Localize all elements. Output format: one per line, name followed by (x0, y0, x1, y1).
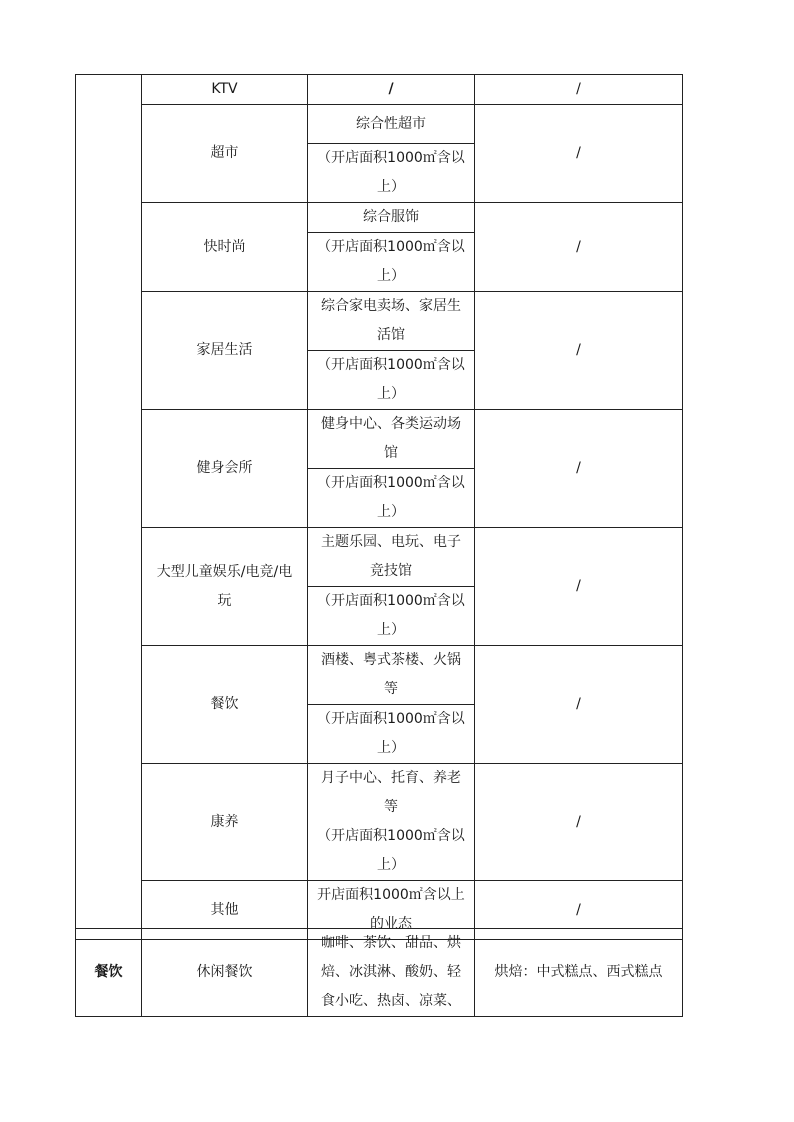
area-note-cell: （开店面积1000㎡含以上） (308, 144, 475, 203)
category-cell-continued (76, 75, 142, 940)
remark-cell: / (475, 646, 683, 764)
remark-cell: 烘焙：中式糕点、西式糕点 (475, 929, 683, 1017)
remark-cell: / (475, 292, 683, 410)
area-note-cell: （开店面积1000㎡含以上） (308, 587, 475, 646)
format-name-cell: 快时尚 (142, 203, 308, 292)
format-name-cell: 康养 (142, 764, 308, 881)
format-type-cell: 开店面积1000㎡含以上的业态 (308, 881, 475, 940)
format-type-text: 月子中心、托育、养老等 (321, 770, 461, 815)
format-type-cell: 综合性超市 (308, 105, 475, 144)
format-name-cell: 休闲餐饮 (142, 929, 308, 1017)
table-row (76, 410, 683, 469)
business-format-table (75, 74, 683, 940)
category-cell-food: 餐饮 (76, 929, 142, 1017)
remark-cell: / (475, 105, 683, 203)
area-note-cell: （开店面积1000㎡含以上） (308, 705, 475, 764)
area-note-cell: （开店面积1000㎡含以上） (308, 469, 475, 528)
format-type-cell: 咖啡、茶饮、甜品、烘焙、冰淇淋、酸奶、轻食小吃、热卤、凉菜、 (308, 929, 475, 1017)
format-type-cell (308, 764, 475, 881)
format-type-cell: / (308, 75, 475, 105)
table-row (76, 528, 683, 587)
remark-cell: / (475, 410, 683, 528)
table-row (76, 292, 683, 351)
remark-cell: / (475, 881, 683, 940)
format-type-cell: 主题乐园、电玩、电子竞技馆 (308, 528, 475, 587)
remark-cell: / (475, 764, 683, 881)
format-type-cell: 健身中心、各类运动场馆 (308, 410, 475, 469)
format-name-cell: KTV (142, 75, 308, 105)
format-type-cell: 酒楼、粤式茶楼、火锅等 (308, 646, 475, 705)
format-name-cell: 其他 (142, 881, 308, 940)
format-name-cell: 超市 (142, 105, 308, 203)
table-row (76, 929, 683, 1017)
area-note-cell: （开店面积1000㎡含以上） (308, 351, 475, 410)
table-row (76, 203, 683, 233)
table-row (76, 764, 683, 881)
table-row (76, 105, 683, 144)
table-row (76, 646, 683, 705)
format-type-cell: 综合家电卖场、家居生活馆 (308, 292, 475, 351)
food-category-table (75, 928, 683, 1017)
remark-cell: / (475, 75, 683, 105)
format-name-cell: 家居生活 (142, 292, 308, 410)
format-name-cell: 大型儿童娱乐/电竞/电玩 (142, 528, 308, 646)
format-type-cell: 综合服饰 (308, 203, 475, 233)
remark-cell: / (475, 203, 683, 292)
table-row (76, 75, 683, 105)
format-name-cell: 健身会所 (142, 410, 308, 528)
format-name-cell: 餐饮 (142, 646, 308, 764)
area-note-cell: （开店面积1000㎡含以上） (308, 233, 475, 292)
remark-cell: / (475, 528, 683, 646)
area-note-text: （开店面积1000㎡含以上） (317, 828, 465, 873)
